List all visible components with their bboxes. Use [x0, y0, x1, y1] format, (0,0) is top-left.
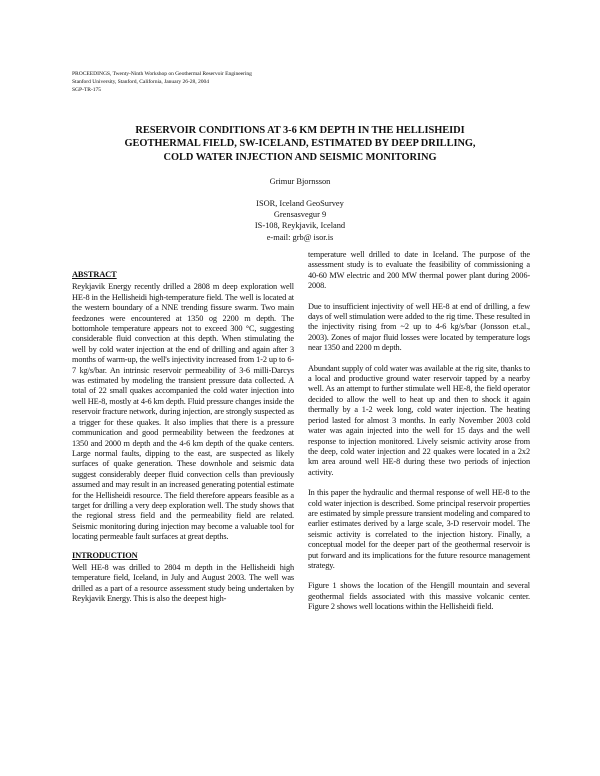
paragraph: In this paper the hydraulic and thermal response of well HE-8 to the cold water injection is described. Some principal reservoir properties are estimated by simple pressure transient modeling and compared to earlier estimates derived by a large scale, 3-D reservoir model. The seismic activity is correlated to the injection history. Finally, a conceptual model for the deeper part of the geothermal reservoir is put forward and its implications for the future resource management strategy. — [308, 488, 530, 570]
paragraph: Figure 1 shows the location of the Hengill mountain and several geothermal fields associated with this massive volcanic center. Figure 2 shows well locations within the Hellisheidi field. — [308, 581, 530, 612]
paragraph: Due to insufficient injectivity of well HE-8 at end of drilling, a few days of well stimulation were added to the rig time. These resulted in the injectivity rising from ~2 up to 4-6 kg/s/bar (Jonsson et.al., 2003). Zones of major fluid losses were located by temperature logs near 1350 and 2200 m depth. — [308, 301, 530, 353]
affiliation — [0, 198, 600, 243]
proceedings-header — [72, 70, 252, 94]
author-name: Grimur Bjornsson — [269, 177, 331, 186]
paragraph: temperature well drilled to date in Iceland. The purpose of the assessment study is to evaluate the feasibility of commissioning a 40-60 MW electric and 200 MW thermal power plant during 2006-2008. — [308, 250, 530, 291]
affiliation-email: e-mail: grb@ isor.is — [266, 232, 334, 242]
right-column — [308, 250, 530, 613]
proceedings-line: Stanford University, Stanford, California, January 26-28, 2004 — [72, 79, 209, 85]
affiliation-org: ISOR, Iceland GeoSurvey — [256, 199, 344, 208]
introduction-text: Well HE-8 was drilled to 2804 m depth in the Hellisheidi high temperature field, Iceland, in July and August 2003. The well was drilled as a part of a resource assessment study being undertaken by Reykjavik Energy. This is also the deepest high- — [72, 562, 294, 604]
paper-title — [60, 124, 540, 164]
affiliation-city: IS-108, Reykjavik, Iceland — [254, 221, 346, 231]
title-line: GEOTHERMAL FIELD, SW-ICELAND, ESTIMATED BY DEEP DRILLING, — [124, 138, 476, 150]
affiliation-street: Grensasvegur 9 — [273, 210, 327, 220]
left-column — [72, 270, 294, 605]
title-line: RESERVOIR CONDITIONS AT 3-6 KM DEPTH IN THE HELLISHEIDI — [135, 125, 465, 136]
title-line: COLD WATER INJECTION AND SEISMIC MONITORING — [163, 151, 437, 163]
proceedings-line: PROCEEDINGS, Twenty-Ninth Workshop on Geothermal Reservoir Engineering — [72, 71, 252, 77]
abstract-text: Reykjavik Energy recently drilled a 2808 m deep exploration well HE-8 in the Hellisheidi high-temperature field. The well is located at the western boundary of a NNE trending fissure swarm. Two main feedzones were encountered at 1350 og 2200 m depth. The bottomhole temperature appears not to exceed 300 °C, suggesting considerable fluid convection at this depth. When stimulating the well by cold water injection at the end of drilling and again after 3 months of warm-up, the well's injectivity increased from 1-2 up to 6-7 kg/s/bar. An intrinsic reservoir permeability of 3-6 milli-Darcys was estimated by modeling the transient pressure data collected. A total of 22 small quakes accompanied the cold water injection into well HE-8, mostly at 4-6 km depth. Fluid pressure changes inside the reservoir fracture network, during injection, are strongly suspected as a trigger for these quakes. It also implies that there is a pressure communication and good permeability between the feedzones at 1350 and 2000 m depth and the 4-6 km depth of the quake centers. Large normal faults, dipping to the east, are suspected as likely surfaces of quake generation. These downhole and seismic data suggest considerably deeper fluid convection cells than previously assumed and may result in an increased generating potential estimate for the Hellisheidi resource. The field therefore appears feasible as a target for drilling a very deep exploration well. The study shows that the regional stress field and the permeability field are related. Seismic monitoring during injection may become a valuable tool for locating permeable fault surfaces at great depths. — [72, 282, 294, 542]
abstract-heading: ABSTRACT — [72, 270, 117, 279]
introduction-heading: INTRODUCTION — [72, 550, 138, 560]
report-number: SGP-TR-175 — [72, 87, 102, 93]
paragraph: Abundant supply of cold water was available at the rig site, thanks to a local and productive ground water reservoir tapped by a nearby well. As an attempt to further stimulate well HE-8, the field operator decided to allow the well to heat up and then to shock it again thermally by a 1-2 week long, cold water injection. The heating period lasted for almost 3 months. In early November 2003 cold water was again injected into the well for 15 days and the well response to injection monitored. Lively seismic activity arose from the deep, cold water injection and 22 quakes were located in a 2x2 km area around well HE-8 during these two periods of injection activity. — [308, 363, 530, 477]
